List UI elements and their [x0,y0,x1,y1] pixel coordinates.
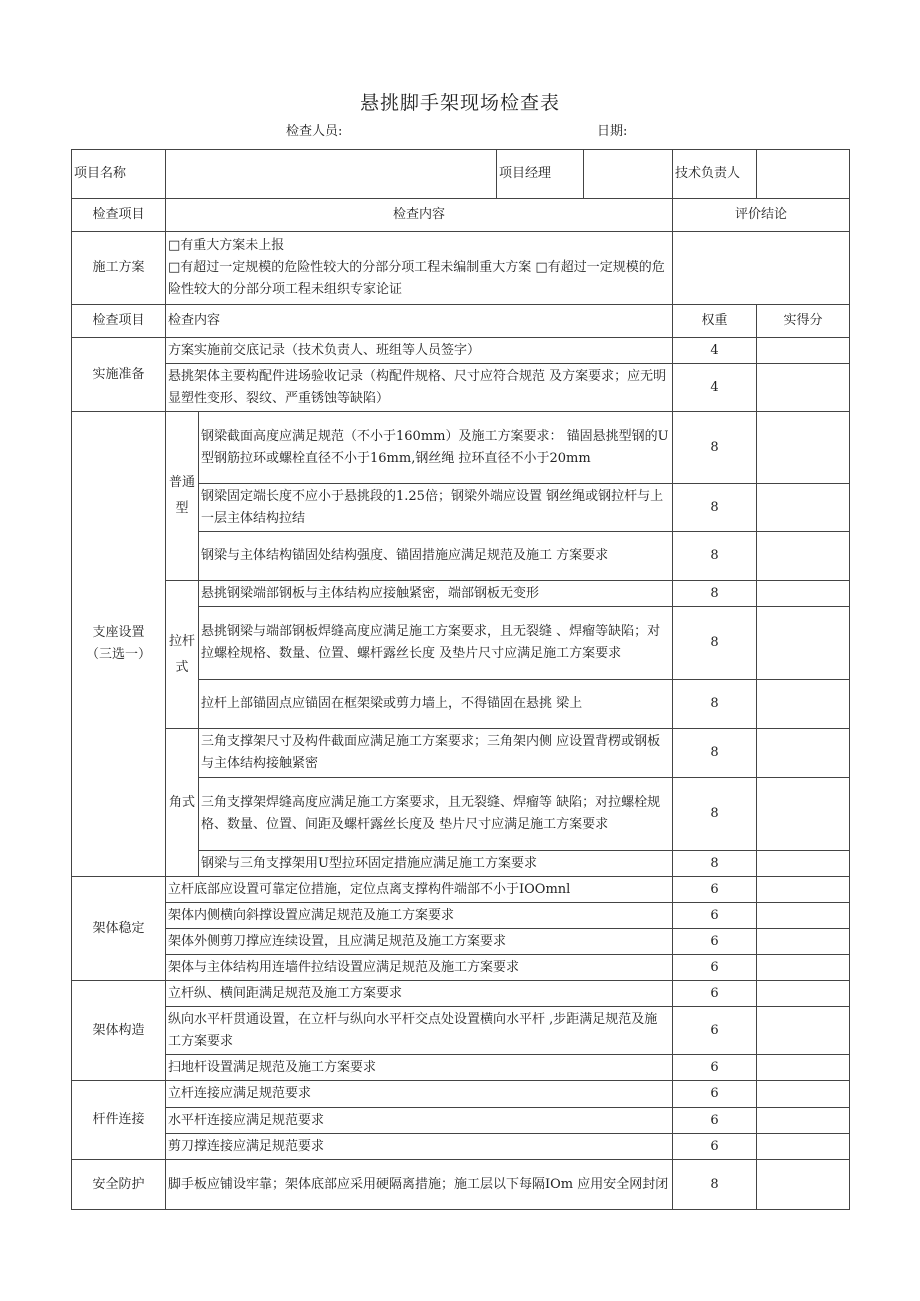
col-content-header-2: 检查内容 [166,305,673,338]
row-score-field[interactable] [757,581,850,607]
safety-item-name: 安全防护 [72,1160,166,1210]
inspection-table [71,149,850,1210]
row-score-field[interactable] [757,955,850,981]
row-content: 剪刀撑连接应满足规范要求 [166,1134,673,1160]
row-weight: 8 [673,680,757,729]
table-row [72,1007,850,1055]
row-score-field[interactable] [757,1108,850,1134]
row-content: 架体与主体结构用连墙件拉结设置应满足规范及施工方案要求 [166,955,673,981]
prep-item-name: 实施准备 [72,338,166,412]
row-content: 架体外侧剪刀撑应连续设置，且应满足规范及施工方案要求 [166,929,673,955]
row-weight: 6 [673,1108,757,1134]
row-content: 钢梁与三角支撑架用U型拉环固定措施应满足施工方案要求 [199,851,673,877]
support-note: （三选一） [85,647,151,662]
row-weight: 8 [673,581,757,607]
row-content: 钢梁截面高度应满足规范（不小于160mm）及施工方案要求： 锚固悬挑型钢的U型钢筋拉环或螺栓直径不小于16mm,钢丝绳 拉环直径不小于20mm [199,412,673,484]
project-name-label: 项目名称 [72,150,166,199]
row-score-field[interactable] [757,680,850,729]
row-content: 方案实施前交底记录（技术负责人、班组等人员签字） [166,338,673,364]
row-content: 钢梁与主体结构锚固处结构强度、锚固措施应满足规范及施工 方案要求 [199,532,673,581]
support-type-rod: 拉杆式 [166,581,199,729]
table-row [72,1160,850,1210]
col-content-header: 检查内容 [166,199,673,232]
row-score-field[interactable] [757,412,850,484]
row-score-field[interactable] [757,484,850,532]
table-row [72,338,850,364]
row-content: 悬挑架体主要构配件进场验收记录（构配件规格、尺寸应符合规范 及方案要求；应无明显塑性变形、裂纹、严重锈蚀等缺陷） [166,364,673,412]
plan-line-1: □有重大方案未上报 [168,238,285,253]
row-content: 悬挑钢梁端部钢板与主体结构应接触紧密，端部钢板无变形 [199,581,673,607]
support-name: 支座设置 [92,625,145,640]
row-content: 立杆纵、横间距满足规范及施工方案要求 [166,981,673,1007]
row-score-field[interactable] [757,1007,850,1055]
plan-item-name: 施工方案 [72,232,166,305]
row-score-field[interactable] [757,1160,850,1210]
row-content: 脚手板应铺设牢靠；架体底部应采用硬隔离措施；施工层以下每隔IOm 应用安全网封闭 [166,1160,673,1210]
row-content: 三角支撑架焊缝高度应满足施工方案要求，且无裂缝、焊瘤等 缺陷；对拉螺栓规格、数量、位置、间距及螺杆露丝长度及 垫片尺寸应满足施工方案要求 [199,778,673,851]
table-row [72,1081,850,1108]
row-score-field[interactable] [757,729,850,778]
row-weight: 8 [673,484,757,532]
table-row [72,929,850,955]
row-weight: 8 [673,729,757,778]
row-weight: 6 [673,877,757,903]
row-weight: 6 [673,955,757,981]
table-row [72,1055,850,1081]
project-manager-field[interactable] [584,150,673,199]
row-score-field[interactable] [757,778,850,851]
project-name-field[interactable] [166,150,497,199]
row-content: 钢梁固定端长度不应小于悬挑段的1.25倍；钢梁外端应设置 钢丝绳或钢拉杆与上一层主体结构拉结 [199,484,673,532]
col-item-header: 检查项目 [72,199,166,232]
col-weight-header: 权重 [673,305,757,338]
row-weight: 6 [673,1134,757,1160]
row-weight: 8 [673,851,757,877]
row-weight: 8 [673,412,757,484]
row-content: 架体内侧横向斜撑设置应满足规范及施工方案要求 [166,903,673,929]
row-content: 拉杆上部锚固点应锚固在框架梁或剪力墙上，不得锚固在悬挑 梁上 [199,680,673,729]
row-content: 扫地杆设置满足规范及施工方案要求 [166,1055,673,1081]
tech-lead-field[interactable] [757,150,850,199]
table-row [72,1134,850,1160]
support-item-name [72,412,166,877]
row-score-field[interactable] [757,929,850,955]
page-title: 悬挑脚手架现场检查表 [359,92,560,114]
row-score-field[interactable] [757,903,850,929]
project-info-row [72,150,850,199]
row-weight: 6 [673,1081,757,1108]
date-label: 日期: [597,124,628,139]
plan-content [166,232,673,305]
section2-header-row [72,305,850,338]
table-row [72,955,850,981]
row-weight: 6 [673,929,757,955]
row-score-field[interactable] [757,364,850,412]
row-score-field[interactable] [757,1134,850,1160]
row-score-field[interactable] [757,532,850,581]
plan-line-2: □有超过一定规模的危险性较大的分部分项工程未编制重大方案 □有超过一定规模的危险性较大的分部分项工程未组织专家论证 [168,260,665,297]
row-score-field[interactable] [757,607,850,680]
stability-item-name: 架体稳定 [72,877,166,981]
row-weight: 8 [673,1160,757,1210]
row-weight: 6 [673,981,757,1007]
table-row [72,903,850,929]
row-score-field[interactable] [757,877,850,903]
table-row [72,877,850,903]
table-row [72,581,850,607]
row-weight: 6 [673,1055,757,1081]
row-weight: 4 [673,364,757,412]
row-score-field[interactable] [757,1081,850,1108]
row-content: 水平杆连接应满足规范要求 [166,1108,673,1134]
row-weight: 8 [673,607,757,680]
table-row [72,729,850,778]
row-weight: 8 [673,778,757,851]
table-row [72,1108,850,1134]
plan-row [72,232,850,305]
row-score-field[interactable] [757,981,850,1007]
project-manager-label: 项目经理 [497,150,584,199]
row-weight: 8 [673,532,757,581]
connection-item-name: 杆件连接 [72,1081,166,1160]
col-result-header: 评价结论 [673,199,850,232]
row-content: 立杆连接应满足规范要求 [166,1081,673,1108]
row-score-field[interactable] [757,338,850,364]
row-content: 悬挑钢梁与端部钢板焊缝高度应满足施工方案要求，且无裂缝 、焊瘤等缺陷；对拉螺栓规格、数量、位置、螺杆露丝长度 及垫片尺寸应满足施工方案要求 [199,607,673,680]
row-content: 立杆底部应设置可靠定位措施，定位点离支撑构件端部不小于IOOmnl [166,877,673,903]
row-score-field[interactable] [757,851,850,877]
table-row [72,364,850,412]
col-item-header-2: 检查项目 [72,305,166,338]
col-score-header: 实得分 [757,305,850,338]
section1-header-row [72,199,850,232]
structure-item-name: 架体构造 [72,981,166,1081]
inspector-label: 检查人员: [286,124,343,139]
plan-result-field[interactable] [673,232,850,305]
row-weight: 6 [673,1007,757,1055]
row-weight: 4 [673,338,757,364]
support-type-normal: 普通型 [166,412,199,581]
tech-lead-label: 技术负责人 [673,150,757,199]
row-content: 纵向水平杆贯通设置，在立杆与纵向水平杆交点处设置横向水平杆 ,步距满足规范及施工方案要求 [166,1007,673,1055]
row-content: 三角支撑架尺寸及构件截面应满足施工方案要求；三角架内侧 应设置背楞或钢板与主体结构接触紧密 [199,729,673,778]
row-score-field[interactable] [757,1055,850,1081]
row-weight: 6 [673,903,757,929]
table-row [72,412,850,484]
table-row [72,981,850,1007]
support-type-corner: 角式 [166,729,199,877]
